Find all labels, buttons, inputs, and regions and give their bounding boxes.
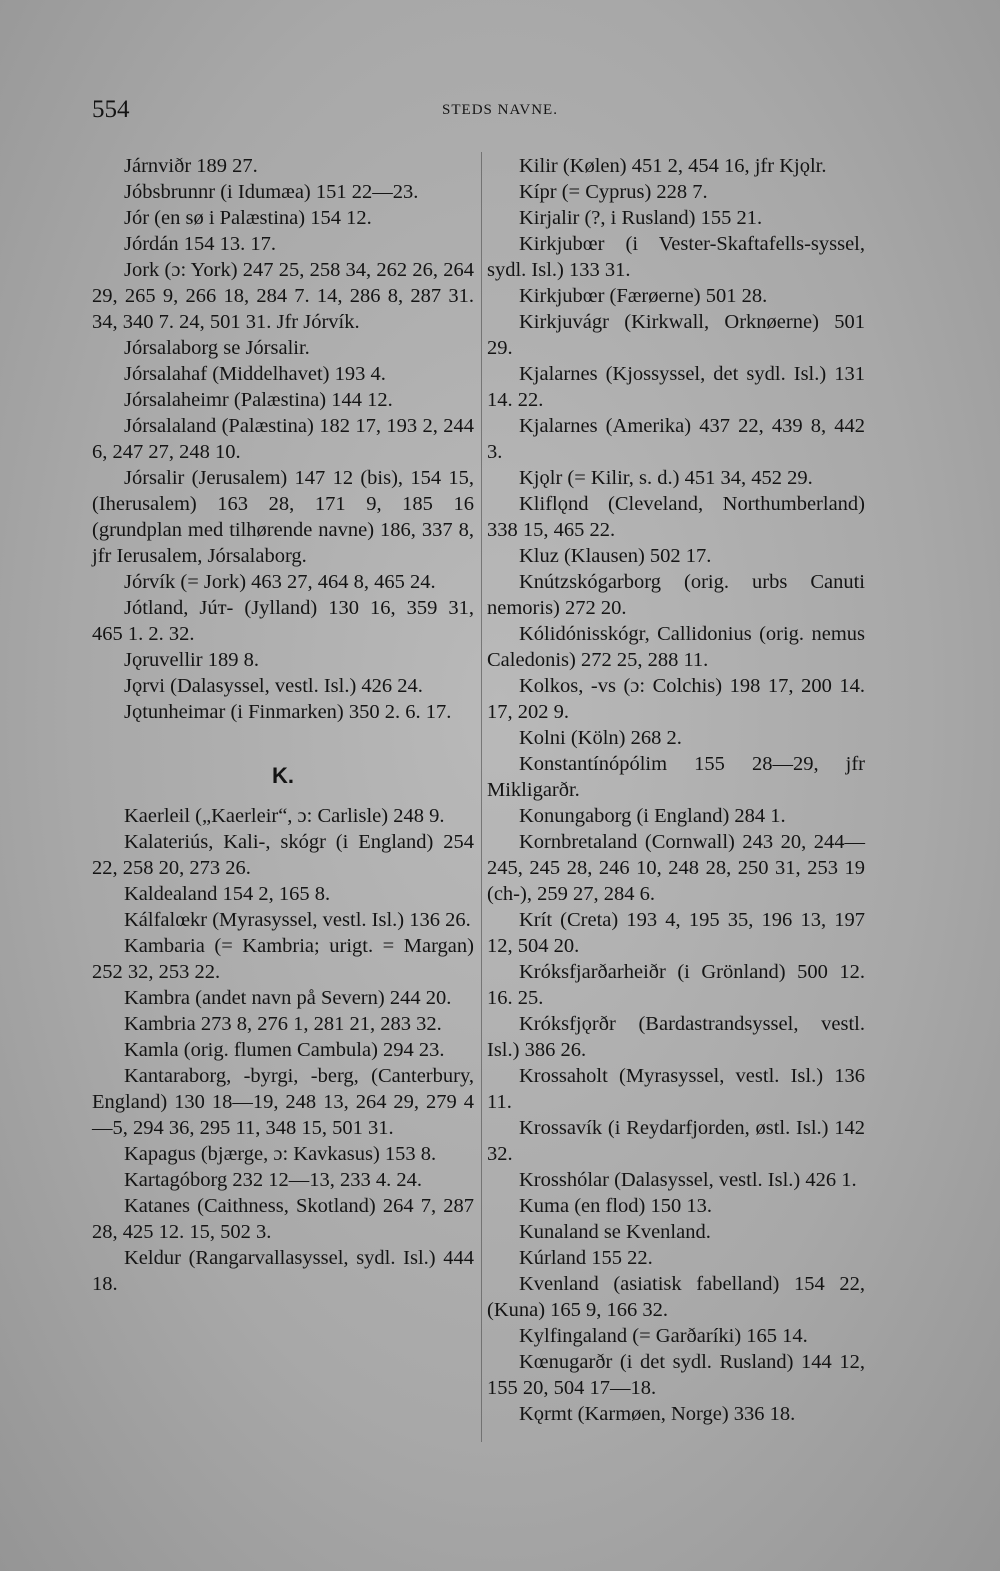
right-column (487, 153, 865, 1427)
index-entry: Jork (ɔ: York) 247 25, 258 34, 262 26, 264 29, 265 9, 266 18, 284 7. 14, 286 8, 287 31. 34, 340 7. 24, 501 31. Jfr Jórvík. (92, 259, 474, 333)
index-entry: Krosshólar (Dalasyssel, vestl. Isl.) 426 1. (519, 1169, 857, 1191)
index-entry: Kípr (= Cyprus) 228 7. (519, 181, 708, 203)
index-entry: Kjalarnes (Amerika) 437 22, 439 8, 442 3. (487, 415, 865, 463)
left-column (92, 153, 474, 1297)
index-entry: Kœnugarðr (i det sydl. Rusland) 144 12, 155 20, 504 17—18. (487, 1351, 865, 1399)
index-entry: Jórsalahaf (Middelhavet) 193 4. (124, 363, 386, 385)
index-entry: Kunaland se Kvenland. (519, 1221, 711, 1243)
index-entry: Konstantínópólim 155 28—29, jfr Mikligarðr. (487, 753, 865, 801)
index-entry: Konungaborg (i England) 284 1. (519, 805, 786, 827)
index-entry: Kjǫlr (= Kilir, s. d.) 451 34, 452 29. (519, 467, 813, 489)
index-entry: Kǫrmt (Karmøen, Norge) 336 18. (519, 1403, 796, 1425)
index-entry: Jórvík (= Jork) 463 27, 464 8, 465 24. (124, 571, 436, 593)
index-entry: Kambra (andet navn på Severn) 244 20. (124, 987, 452, 1009)
index-entry: Jǫrvi (Dalasyssel, vestl. Isl.) 426 24. (124, 675, 423, 697)
index-entry: Kornbretaland (Cornwall) 243 20, 244—245, 245 28, 246 10, 248 28, 250 31, 253 19 (ch-), 259 27, 284 6. (487, 831, 865, 905)
index-entry: Jórsalaland (Palæstina) 182 17, 193 2, 244 6, 247 27, 248 10. (92, 415, 474, 463)
index-entry: Kantaraborg, -byrgi, -berg, (Canterbury, England) 130 18—19, 248 13, 264 29, 279 4—5, 294 36, 295 11, 348 15, 501 31. (92, 1065, 474, 1139)
index-entry: Jór (en sø i Palæstina) 154 12. (124, 207, 372, 229)
index-entry: Kylfingaland (= Garðaríki) 165 14. (519, 1325, 808, 1347)
index-entry: Kirkjuvágr (Kirkwall, Orknøerne) 501 29. (487, 311, 865, 359)
index-entry: Jórsalir (Jerusalem) 147 12 (bis), 154 15, (Iherusalem) 163 28, 171 9, 185 16 (grundplan med tilhørende navne) 186, 337 8, jfr Ierusalem, Jórsalaborg. (92, 467, 474, 567)
index-entry: Kirkjubœr (i Vester-Skaftafells-syssel, sydl. Isl.) 133 31. (487, 233, 865, 281)
page-header (92, 96, 908, 130)
index-entry: Kálfalœkr (Myrasyssel, vestl. Isl.) 136 26. (124, 909, 471, 931)
left-entry-list (92, 153, 474, 725)
index-entry: Kolkos, -vs (ɔ: Colchis) 198 17, 200 14. 17, 202 9. (487, 675, 865, 723)
section-letter: K. (272, 763, 294, 788)
index-entry: Keldur (Rangarvallasyssel, sydl. Isl.) 444 18. (92, 1247, 474, 1295)
index-entry: Króksfjǫrðr (Bardastrandsyssel, vestl. Isl.) 386 26. (487, 1013, 865, 1061)
index-entry: Jórsalaborg se Jórsalir. (124, 337, 310, 359)
index-entry: Jǫtunheimar (i Finmarken) 350 2. 6. 17. (124, 701, 452, 723)
index-entry: Kliflǫnd (Cleveland, Northumberland) 338 15, 465 22. (487, 493, 865, 541)
running-head: STEDS NAVNE. (442, 102, 558, 118)
page-number: 554 (92, 96, 130, 123)
index-entry: Járnviðr 189 27. (124, 155, 258, 177)
index-entry: Kalateriús, Kali-, skógr (i England) 254 22, 258 20, 273 26. (92, 831, 474, 879)
index-entry: Kirkjubœr (Færøerne) 501 28. (519, 285, 768, 307)
right-entry-list (487, 153, 865, 1427)
index-entry: Krít (Creta) 193 4, 195 35, 196 13, 197 12, 504 20. (487, 909, 865, 957)
index-entry: Krossavík (i Reydarfjorden, østl. Isl.) 142 32. (487, 1117, 865, 1165)
index-entry: Jóbsbrunnr (i Idumæa) 151 22—23. (124, 181, 419, 203)
index-entry: Kólidónisskógr, Callidonius (orig. nemus Caledonis) 272 25, 288 11. (487, 623, 865, 671)
index-entry: Kaerleil („Kaerleir“, ɔ: Carlisle) 248 9. (124, 805, 445, 827)
index-entry: Knútzskógarborg (orig. urbs Canuti nemoris) 272 20. (487, 571, 865, 619)
index-entry: Jórsalaheimr (Palæstina) 144 12. (124, 389, 393, 411)
index-entry: Krossaholt (Myrasyssel, vestl. Isl.) 136 11. (487, 1065, 865, 1113)
index-entry: Kilir (Kølen) 451 2, 454 16, jfr Kjǫlr. (519, 155, 827, 177)
index-entry: Kjalarnes (Kjossyssel, det sydl. Isl.) 131 14. 22. (487, 363, 865, 411)
index-entry: Kúrland 155 22. (519, 1247, 653, 1269)
index-entry: Króksfjarðarheiðr (i Grönland) 500 12. 16. 25. (487, 961, 865, 1009)
index-entry: Kambria 273 8, 276 1, 281 21, 283 32. (124, 1013, 442, 1035)
index-entry: Kamla (orig. flumen Cambula) 294 23. (124, 1039, 445, 1061)
index-entry: Kambaria (= Kambria; urigt. = Margan) 252 32, 253 22. (92, 935, 474, 983)
index-entry: Kluz (Klausen) 502 17. (519, 545, 712, 567)
index-entry: Kvenland (asiatisk fabelland) 154 22, (Kuna) 165 9, 166 32. (487, 1273, 865, 1321)
index-entry: Jórdán 154 13. 17. (124, 233, 277, 255)
index-entry: Kolni (Köln) 268 2. (519, 727, 682, 749)
index-entry: Kirjalir (?, i Rusland) 155 21. (519, 207, 763, 229)
index-entry: Kaldealand 154 2, 165 8. (124, 883, 331, 905)
index-entry: Jǫruvellir 189 8. (124, 649, 259, 671)
index-entry: Kapagus (bjærge, ɔ: Kavkasus) 153 8. (124, 1143, 437, 1165)
index-entry: Kartagóborg 232 12—13, 233 4. 24. (124, 1169, 422, 1191)
index-entry: Jótland, Júᴛ- (Jylland) 130 16, 359 31, 465 1. 2. 32. (92, 597, 474, 645)
k-entry-list (92, 803, 474, 1297)
index-entry: Kuma (en flod) 150 13. (519, 1195, 712, 1217)
column-divider (481, 152, 482, 1442)
index-entry: Katanes (Caithness, Skotland) 264 7, 287 28, 425 12. 15, 502 3. (92, 1195, 474, 1243)
